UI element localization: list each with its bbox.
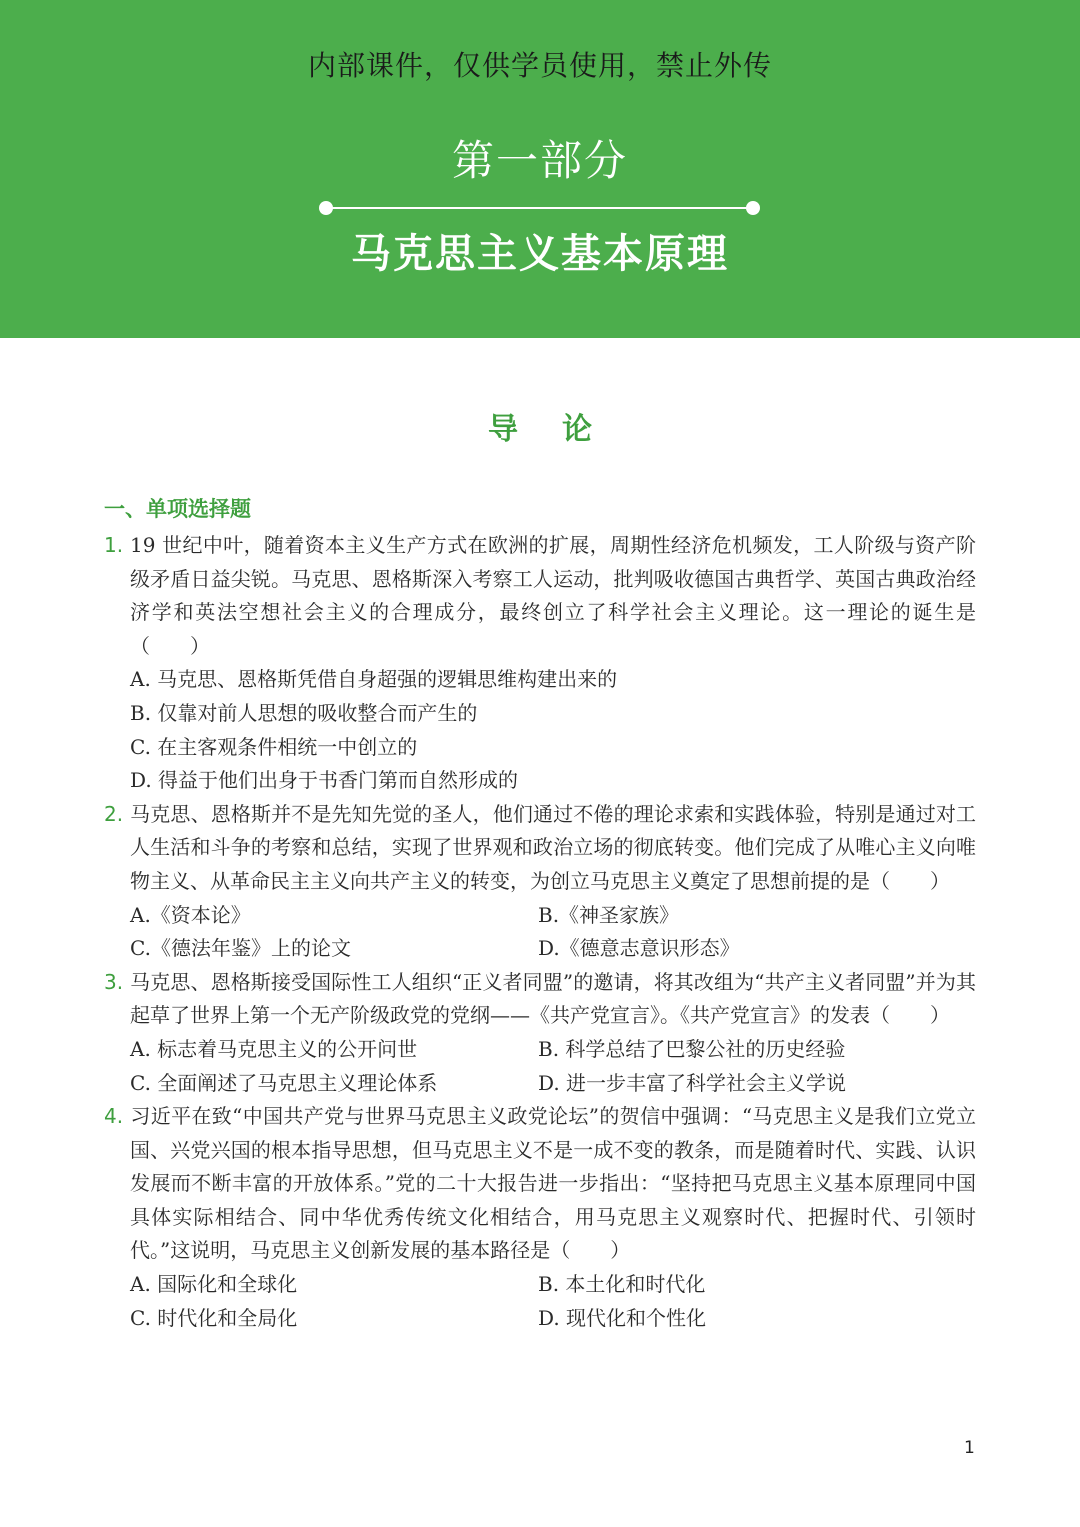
title-divider bbox=[326, 207, 754, 209]
option-a: A. 马克思、恩格斯凭借自身超强的逻辑思维构建出来的 bbox=[130, 667, 618, 692]
question-3 bbox=[104, 966, 976, 1100]
option-b: B. 仅靠对前人思想的吸收整合而产生的 bbox=[130, 700, 478, 725]
option-b: B. 科学总结了巴黎公社的历史经验 bbox=[538, 1036, 846, 1061]
option-c: C. 全面阐述了马克思主义理论体系 bbox=[130, 1070, 438, 1095]
option-d: D. 得益于他们出身于书香门第而自然形成的 bbox=[130, 768, 519, 793]
question-stem: 马克思、恩格斯并不是先知先觉的圣人，他们通过不倦的理论求索和实践体验，特别是通过对工人生活和斗争的考察和总结，实现了世界观和政治立场的彻底转变。他们完成了从唯心主义向唯物主义、从革命民主主义向共产主义的转变，为创立马克思主义奠定了思想前提的是（ ） bbox=[130, 801, 976, 893]
option-a: A.《资本论》 bbox=[130, 902, 251, 927]
chapter-title-char1: 导 bbox=[488, 412, 518, 447]
question-2 bbox=[104, 798, 976, 966]
option-c: C. 时代化和全局化 bbox=[130, 1305, 298, 1330]
question-number: 3. bbox=[104, 969, 124, 994]
option-d: D. 现代化和个性化 bbox=[538, 1305, 707, 1330]
option-c: C.《德法年鉴》上的论文 bbox=[130, 936, 351, 961]
question-stem: 习近平在致“中国共产党与世界马克思主义政党论坛”的贺信中强调：“马克思主义是我们立党立国、兴党兴国的根本指导思想，但马克思主义不是一成不变的教条，而是随着时代、实践、认识发展而不断丰富的开放体系。”党的二十大报告进一步指出：“坚持把马克思主义基本原理同中国具体实际相结合、同中华优秀传统文化相结合，用马克思主义观察时代、把握时代、引领时代。”这说明，马克思主义创新发展的基本路径是（ ） bbox=[130, 1104, 976, 1263]
option-a: A. 国际化和全球化 bbox=[130, 1272, 298, 1297]
header-banner bbox=[0, 0, 1080, 338]
option-b: B.《神圣家族》 bbox=[538, 902, 680, 927]
question-stem: 马克思、恩格斯接受国际性工人组织“正义者同盟”的邀请，将其改组为“共产主义者同盟”并为其起草了世界上第一个无产阶级政党的党纲——《共产党宣言》。《共产党宣言》的发表（ ） bbox=[130, 969, 976, 1028]
part-subtitle: 马克思主义基本原理 bbox=[351, 231, 729, 277]
page-number: 1 bbox=[964, 1438, 975, 1458]
confidential-notice: 内部课件，仅供学员使用，禁止外传 bbox=[307, 49, 772, 82]
option-c: C. 在主客观条件相统一中创立的 bbox=[130, 734, 418, 759]
option-d: D. 进一步丰富了科学社会主义学说 bbox=[538, 1070, 847, 1095]
part-title: 第一部分 bbox=[451, 136, 628, 185]
question-list bbox=[104, 529, 976, 1335]
section-heading: 一、单项选择题 bbox=[104, 497, 251, 521]
question-stem: 19 世纪中叶，随着资本主义生产方式在欧洲的扩展，周期性经济危机频发，工人阶级与资产阶级矛盾日益尖锐。马克思、恩格斯深入考察工人运动，批判吸收德国古典哲学、英国古典政治经济学和英法空想社会主义的合理成分，最终创立了科学社会主义理论。这一理论的诞生是（ ） bbox=[130, 533, 976, 658]
option-d: D.《德意志意识形态》 bbox=[538, 936, 740, 961]
question-4 bbox=[104, 1100, 976, 1335]
chapter-title bbox=[0, 404, 1080, 448]
question-number: 4. bbox=[104, 1104, 124, 1129]
option-a: A. 标志着马克思主义的公开问世 bbox=[130, 1036, 418, 1061]
divider-dot-right bbox=[746, 201, 760, 215]
divider-dot-left bbox=[319, 201, 333, 215]
question-1 bbox=[104, 529, 976, 798]
chapter-title-char2: 论 bbox=[562, 412, 592, 447]
question-number: 1. bbox=[104, 533, 124, 557]
option-b: B. 本土化和时代化 bbox=[538, 1272, 706, 1297]
question-number: 2. bbox=[104, 801, 124, 826]
